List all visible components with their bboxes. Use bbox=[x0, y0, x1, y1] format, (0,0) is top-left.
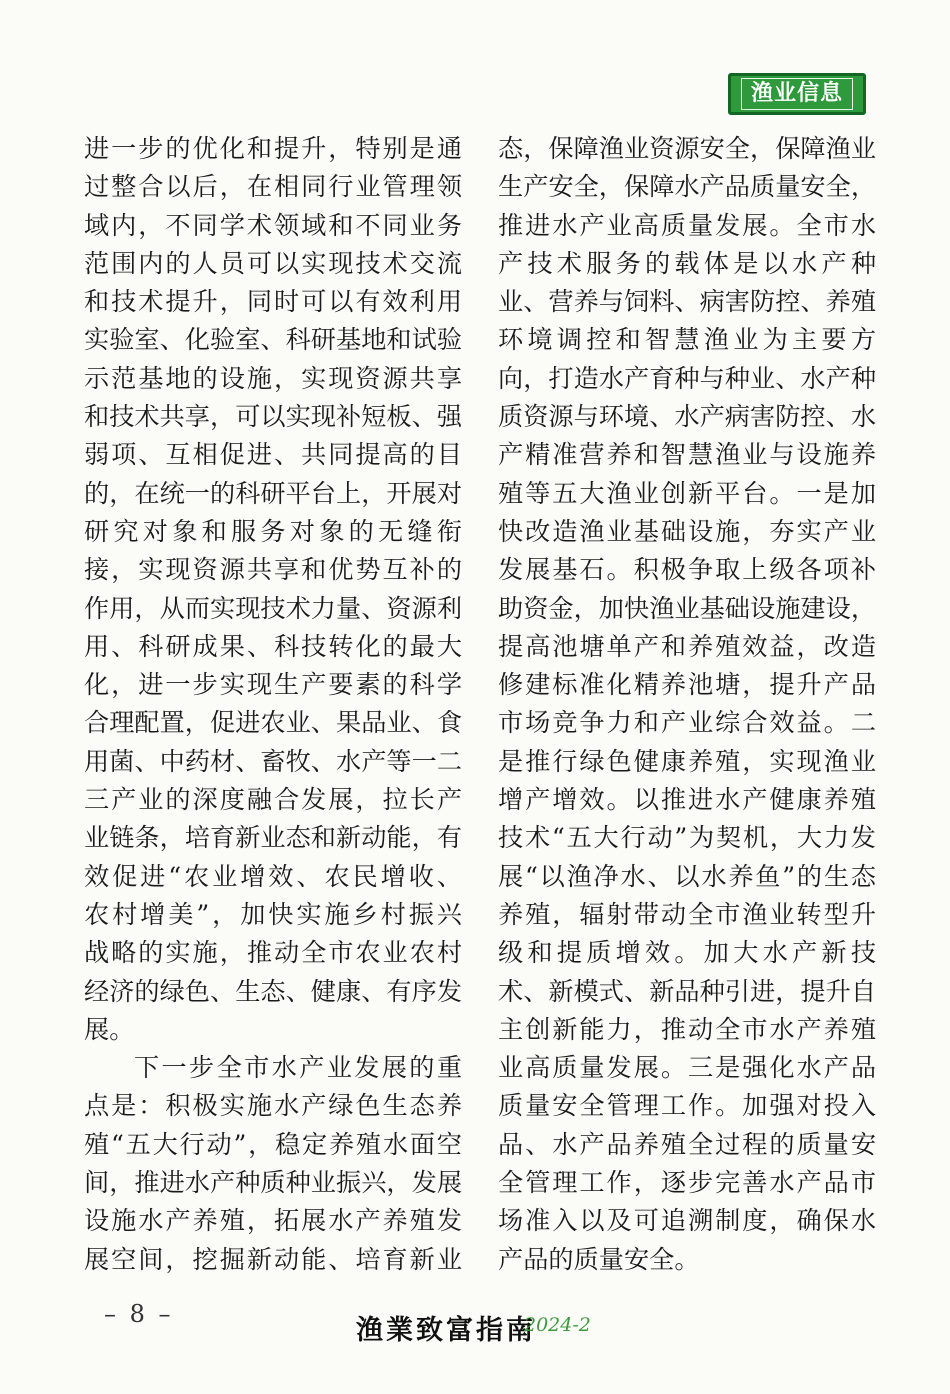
text-line: 增产增效。以推进水产健康养殖 bbox=[498, 785, 876, 815]
text-line: 域内，不同学术领域和不同业务 bbox=[84, 210, 462, 240]
text-line: 主创新能力，推动全市水产养殖 bbox=[498, 1014, 876, 1044]
text-line: 弱项、互相促进、共同提高的目 bbox=[84, 440, 462, 470]
text-line: 级和提质增效。加大水产新技 bbox=[498, 938, 876, 968]
text-line: 实验室、化验室、科研基地和试验 bbox=[84, 325, 462, 355]
text-line: 环境调控和智慧渔业为主要方 bbox=[498, 325, 876, 355]
left-column bbox=[84, 130, 462, 1279]
text-line: 品、水产品养殖全过程的质量安 bbox=[498, 1129, 876, 1159]
text-line: 术、新模式、新品种引进，提升自 bbox=[498, 976, 876, 1006]
text-line: 产技术服务的载体是以水产种 bbox=[498, 248, 876, 278]
text-line: 殖“五大行动”，稳定养殖水面空 bbox=[84, 1129, 462, 1159]
text-line: 点是：积极实施水产绿色生态养 bbox=[84, 1091, 462, 1121]
text-line: 作用，从而实现技术力量、资源利 bbox=[84, 593, 462, 623]
text-line: 展空间，挖掘新动能、培育新业 bbox=[84, 1244, 462, 1274]
text-line: 和技术共享，可以实现补短板、强 bbox=[84, 402, 462, 432]
right-column bbox=[498, 130, 876, 1279]
text-line: 三产业的深度融合发展，拉长产 bbox=[84, 785, 462, 815]
journal-issue: 2024-2 bbox=[524, 1314, 591, 1336]
text-line: 殖等五大渔业创新平台。一是加 bbox=[498, 478, 876, 508]
text-line: 向，打造水产育种与种业、水产种 bbox=[498, 363, 876, 393]
text-line: 质资源与环境、水产病害防控、水 bbox=[498, 402, 876, 432]
text-line: 展。 bbox=[84, 1014, 135, 1044]
text-line: 接，实现资源共享和优势互补的 bbox=[84, 555, 462, 585]
text-line: 业链条，培育新业态和新动能，有 bbox=[84, 823, 462, 853]
text-line: 生产安全，保障水产品质量安全， bbox=[498, 172, 876, 202]
text-line: 下一步全市水产业发展的重 bbox=[134, 1053, 462, 1083]
text-line: 态，保障渔业资源安全，保障渔业 bbox=[498, 134, 876, 163]
text-line: 进一步的优化和提升，特别是通 bbox=[84, 134, 462, 163]
text-line: 过整合以后，在相同行业管理领 bbox=[84, 172, 462, 202]
journal-title: 渔業致富指南 bbox=[356, 1315, 536, 1346]
section-badge-label: 渔业信息 bbox=[741, 78, 853, 110]
text-line: 助资金，加快渔业基础设施建设， bbox=[498, 593, 876, 623]
text-line: 业、营养与饲料、病害防控、养殖 bbox=[498, 287, 876, 317]
text-line: 化，进一步实现生产要素的科学 bbox=[84, 670, 462, 700]
text-line: 的，在统一的科研平台上，开展对 bbox=[84, 478, 462, 508]
section-badge bbox=[728, 73, 866, 115]
text-line: 快改造渔业基础设施，夯实产业 bbox=[498, 516, 876, 546]
text-line: 效促进“农业增效、农民增收、 bbox=[84, 861, 462, 891]
text-line: 修建标准化精养池塘，提升产品 bbox=[498, 670, 876, 700]
text-line: 全管理工作，逐步完善水产品市 bbox=[498, 1168, 876, 1198]
text-line: 农村增美”，加快实施乡村振兴 bbox=[84, 899, 462, 929]
text-line: 合理配置，促进农业、果品业、食 bbox=[84, 708, 462, 738]
text-line: 场准入以及可追溯制度，确保水 bbox=[498, 1206, 876, 1236]
text-line: 养殖，辐射带动全市渔业转型升 bbox=[498, 899, 876, 929]
text-line: 间，推进水产种质种业振兴，发展 bbox=[84, 1168, 462, 1198]
text-line: 研究对象和服务对象的无缝衔 bbox=[84, 516, 462, 546]
page-number: – 8 – bbox=[104, 1300, 174, 1328]
text-line: 业高质量发展。三是强化水产品 bbox=[498, 1053, 876, 1083]
text-line: 和技术提升，同时可以有效利用 bbox=[84, 287, 462, 317]
text-line: 推进水产业高质量发展。全市水 bbox=[498, 210, 876, 240]
text-line: 提高池塘单产和养殖效益，改造 bbox=[498, 631, 876, 661]
text-line: 技术“五大行动”为契机，大力发 bbox=[498, 823, 876, 853]
text-line: 产品的质量安全。 bbox=[498, 1244, 700, 1274]
text-line: 范围内的人员可以实现技术交流 bbox=[84, 248, 462, 278]
text-line: 市场竞争力和产业综合效益。二 bbox=[498, 708, 876, 738]
text-line: 战略的实施，推动全市农业农村 bbox=[84, 938, 462, 968]
text-line: 展“以渔净水、以水养鱼”的生态 bbox=[498, 861, 876, 891]
text-line: 产精准营养和智慧渔业与设施养 bbox=[498, 440, 876, 470]
text-line: 示范基地的设施，实现资源共享 bbox=[84, 363, 462, 393]
text-line: 是推行绿色健康养殖，实现渔业 bbox=[498, 746, 876, 776]
text-line: 用菌、中药材、畜牧、水产等一二 bbox=[84, 746, 462, 776]
text-line: 经济的绿色、生态、健康、有序发 bbox=[84, 976, 462, 1006]
text-line: 质量安全管理工作。加强对投入 bbox=[498, 1091, 876, 1121]
text-line: 设施水产养殖，拓展水产养殖发 bbox=[84, 1206, 462, 1236]
text-line: 发展基石。积极争取上级各项补 bbox=[498, 555, 876, 585]
text-line: 用、科研成果、科技转化的最大 bbox=[84, 631, 462, 661]
